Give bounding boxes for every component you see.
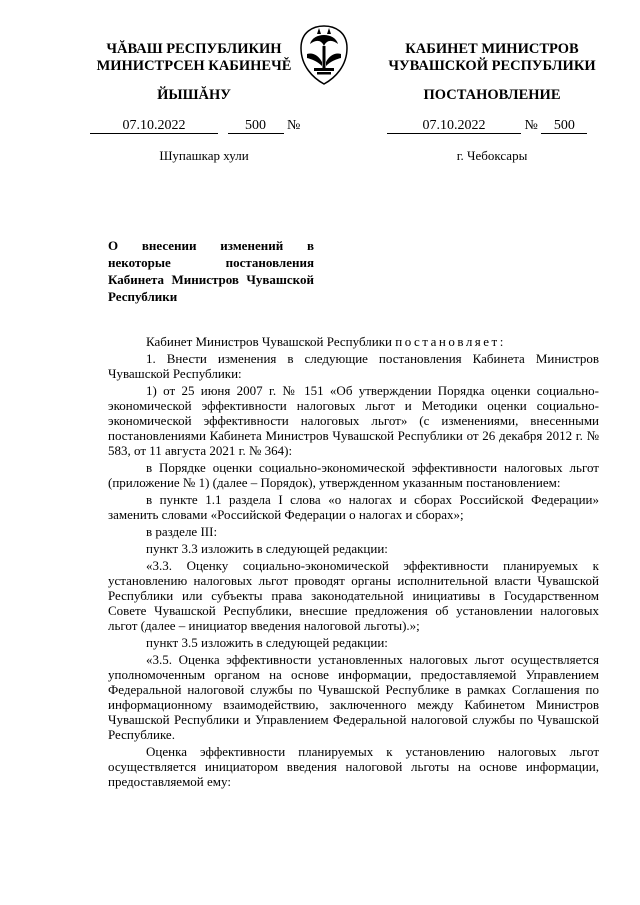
body-intro-verb: постановляет: — [395, 334, 506, 349]
registration-right — [387, 118, 587, 134]
body-paragraph: 1. Внести изменения в следующие постановления Кабинета Министров Чувашской Республики: — [108, 351, 599, 381]
registration-left — [90, 118, 300, 134]
body-paragraph: пункт 3.3 изложить в следующей редакции: — [146, 541, 388, 556]
header-left-org — [84, 41, 304, 75]
body-intro-lead: Кабинет Министров Чувашской Республики — [146, 334, 396, 349]
header-left-title: ЙЫШĂНУ — [157, 87, 231, 103]
header-right-title: ПОСТАНОВЛЕНИЕ — [423, 87, 561, 103]
registration-right-date: 07.10.2022 — [387, 118, 521, 134]
place-left: Шупашкар хули — [159, 148, 249, 163]
registration-right-number: 500 — [541, 118, 587, 134]
body-paragraph: в разделе III: — [146, 524, 218, 539]
body-paragraph: в пункте 1.1 раздела I слова «о налогах и сборах Российской Федерации» заменить словами «Российской Федерации о налогах и сборах»; — [108, 492, 599, 522]
header-left-line2: МИНИСТРСЕН КАБИНЕЧĚ — [96, 58, 292, 74]
header-left-line1: ЧĂВАШ РЕСПУБЛИКИН — [106, 41, 282, 57]
registration-right-no-sign: № — [524, 118, 538, 133]
header-right-org — [382, 41, 602, 75]
registration-left-no-sign: № — [287, 118, 301, 133]
place-right: г. Чебоксары — [456, 148, 528, 163]
header-right-line2: ЧУВАШСКОЙ РЕСПУБЛИКИ — [388, 58, 596, 74]
body-paragraph: пункт 3.5 изложить в следующей редакции: — [146, 635, 388, 650]
document-body — [108, 334, 599, 791]
registration-left-number: 500 — [228, 118, 284, 134]
document-subject: О внесении изменений в некоторые постановления Кабинета Министров Чувашской Республики — [108, 238, 314, 304]
body-paragraph: в Порядке оценки социально-экономической эффективности налоговых льгот (приложение № 1) (далее – Порядок), утвержденном указанным постановлением: — [108, 460, 599, 490]
body-paragraph: «3.3. Оценку социально-экономической эффективности планируемых к установлению налоговых льгот проводят органы исполнительной власти Чувашской Республики или субъекты права законодательной инициативы в Государственном Совете Чувашской Республики, внесшие предложения об установлении налоговых льгот (далее – инициатор введения налоговой льготы).»; — [108, 558, 599, 633]
body-intro — [108, 334, 599, 349]
body-paragraph: «3.5. Оценка эффективности установленных налоговых льгот осуществляется уполномоченным органом на основе информации, предоставляемой Управлением Федеральной налоговой службы по Чувашской Республике в рамках Соглашения по информационному взаимодействию, заключенного между Кабинетом Министров Чувашской Республики и Управлением Федеральной налоговой службы по Чувашской Республике. — [108, 652, 599, 742]
registration-left-date: 07.10.2022 — [90, 118, 218, 134]
body-paragraph: 1) от 25 июня 2007 г. № 151 «Об утверждении Порядка оценки социально-экономической эффективности налоговых льгот и Методики оценки социально-экономической эффективности налоговых льгот» (с изменениями, внесенными постановлениями Кабинета Министров Чувашской Республики от 26 декабря 2012 г. № 583, от 11 августа 2021 г. № 364): — [108, 383, 599, 458]
body-paragraph: Оценка эффективности планируемых к установлению налоговых льгот осуществляется инициатором введения налоговой льготы на основе информации, предоставляемой ему: — [108, 744, 599, 789]
header-right-line1: КАБИНЕТ МИНИСТРОВ — [405, 41, 579, 57]
chuvash-coat-of-arms-icon — [297, 24, 351, 86]
